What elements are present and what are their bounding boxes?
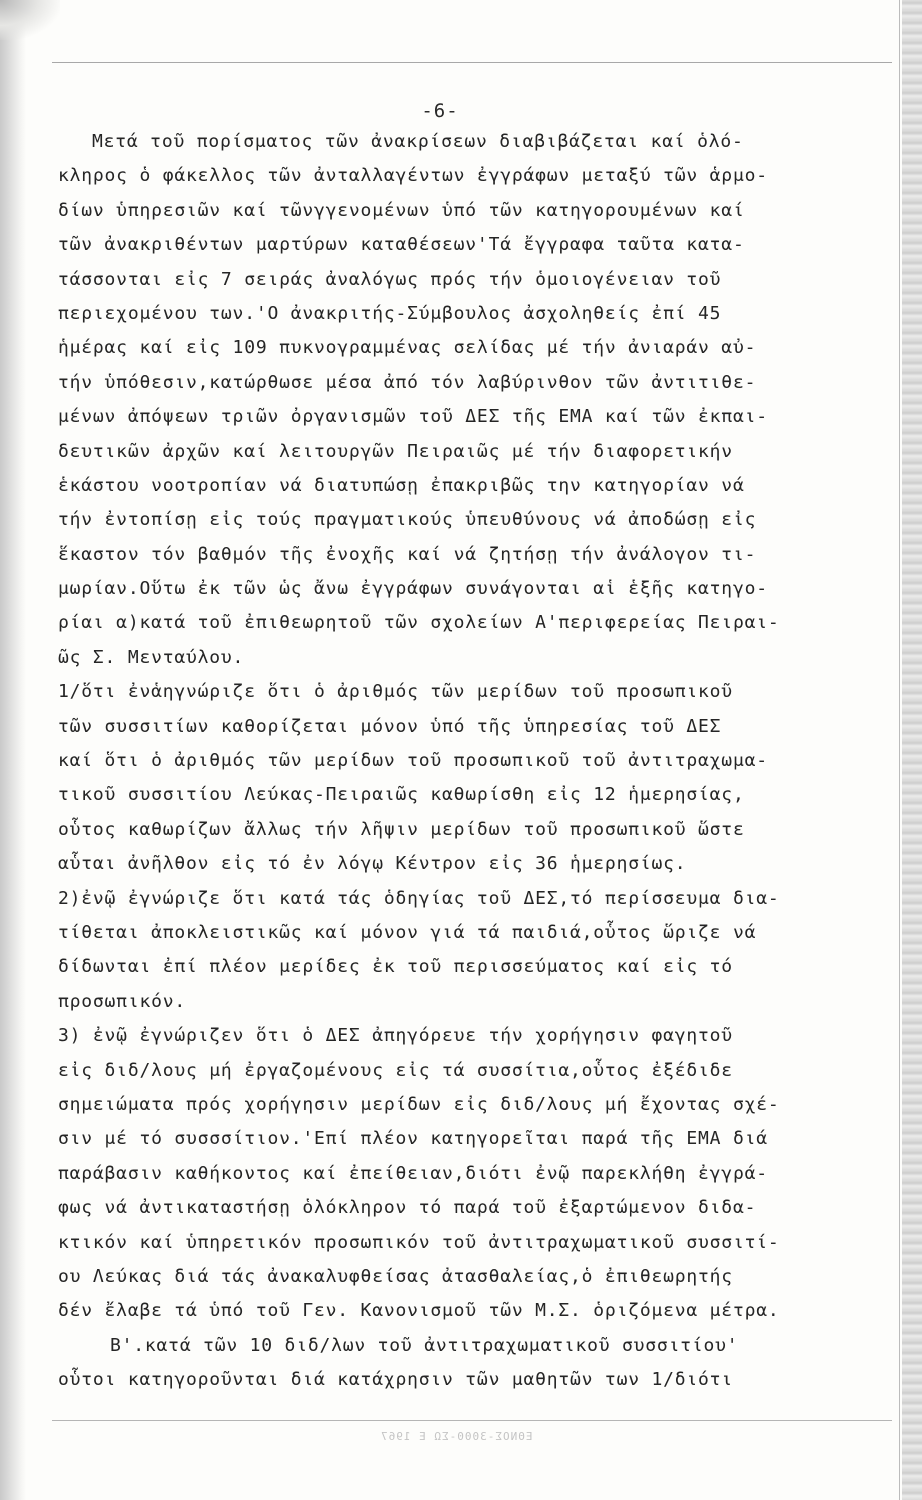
text-line: σιν μέ τό συσσσίτιον.'Επί πλέον κατηγορεῖται παρά τῆς ΕΜΑ διά [58,1128,768,1150]
text-line: Μετά τοῦ πορίσματος τῶν ἀνακρίσεων διαβιβάζεται καί ὁλό- [92,131,744,152]
text-line: δέν ἔλαβε τά ὑπό τοῦ Γεν. Κανονισμοῦ τῶν Μ.Σ. ὁριζόμενα μέτρα. [58,1300,780,1322]
text-line: 2)ἐνῷ ἐγνώριζε ὅτι κατά τάς ὁδηγίας τοῦ ΔΕΣ,τό περίσσευμα δια- [58,887,780,909]
text-line: παράβασιν καθήκοντος καί ἐπείθειαν,διότι ἐνῷ παρεκλήθη ἐγγρά- [58,1162,768,1184]
text-line: σημειώματα πρός χορήγησιν μερίδων εἰς διδ/λους μή ἔχοντας σχέ- [58,1093,780,1115]
scan-right-edge [902,0,922,1500]
text-line: καί ὅτι ὁ ἀριθμός τῶν μερίδων τοῦ προσωπικοῦ τοῦ ἀντιτραχωμα- [58,750,768,772]
scan-corner-shadow [0,0,60,40]
text-line: 3) ἐνῷ ἐγνώριζεν ὅτι ὁ ΔΕΣ ἀπηγόρευε τήν χορήγησιν φαγητοῦ [58,1025,733,1047]
text-line: Β'.κατά τῶν 10 διδ/λων τοῦ ἀντιτραχωματικοῦ συσσιτίου' [110,1334,739,1356]
footer-stamp-mirrored: ΕΘΝΟΣ-3000-ΣΩ Ε 1967 [380,1430,533,1443]
text-line: αὗται ἀνῆλθον εἰς τό ἐν λόγῳ Κέντρον εἰς 36 ἡμερησίως. [58,853,687,875]
bottom-rule [52,1420,892,1421]
text-line: δευτικῶν ἀρχῶν καί λειτουργῶν Πειραιῶς μέ τήν διαφορετικήν [58,440,733,462]
text-line: προσωπικόν. [58,990,187,1012]
document-body [58,125,898,1397]
text-line: ῶς Σ. Μενταύλου. [58,646,245,668]
text-line: περιεχομένου των.'Ο ἀνακριτής-Σύμβουλος ἀσχοληθείς ἐπί 45 [58,302,722,324]
text-line: τίθεται ἀποκλειστικῶς καί μόνον γιά τά παιδιά,οὗτος ὥριζε νά [58,921,757,943]
scan-left-shadow [0,0,26,1500]
text-line: τῶν ἀνακριθέντων μαρτύρων καταθέσεων'Τά ἔγγραφα ταῦτα κατα- [58,234,745,256]
scan-right-edge-line [899,0,900,1500]
text-line: τικοῦ συσσιτίου Λεύκας-Πειραιῶς καθωρίσθη εἰς 12 ἡμερησίας, [58,784,745,806]
text-line: δίδωνται ἐπί πλέον μερίδες ἐκ τοῦ περισσεύματος καί εἰς τό [58,956,733,978]
text-line: τήν ἐντοπίσῃ εἰς τούς πραγματικούς ὑπευθύνους νά ἀποδώσῃ εἰς [58,509,757,531]
text-line: φως νά ἀντικαταστήσῃ ὁλόκληρον τό παρά τοῦ ἐξαρτώμενον διδα- [58,1197,757,1219]
text-line: τῶν συσσιτίων καθορίζεται μόνον ὑπό τῆς ὑπηρεσίας τοῦ ΔΕΣ [58,715,722,737]
text-line: τήν ὑπόθεσιν,κατώρθωσε μέσα ἀπό τόν λαβύρινθον τῶν ἀντιτιθε- [58,371,757,393]
text-line: δίων ὑπηρεσιῶν καί τῶνγγενομένων ὑπό τῶν κατηγορουμένων καί [58,199,745,221]
top-rule [52,62,892,63]
text-line: ἡμέρας καί εἰς 109 πυκνογραμμένας σελίδας μέ τήν ἀνιαράν αὐ- [58,337,757,359]
text-line: ρίαι α)κατά τοῦ ἐπιθεωρητοῦ τῶν σχολείων Α'περιφερείας Πειραι- [58,612,780,634]
text-line: ου Λεύκας διά τάς ἀνακαλυφθείσας ἀτασθαλείας,ὁ ἐπιθεωρητής [58,1265,733,1287]
text-line: μωρίαν.Οὕτω ἐκ τῶν ὡς ἄνω ἐγγράφων συνάγονται αἱ ἑξῆς κατηγο- [58,578,768,600]
text-line: ἑκάστου νοοτροπίαν νά διατυπώσῃ ἐπακριβῶς την κατηγορίαν νά [58,474,745,496]
text-line: 1/ὅτι ἐνἁηγνώριζε ὅτι ὁ ἀριθμός τῶν μερίδων τοῦ προσωπικοῦ [58,681,733,703]
text-line: μένων ἀπόψεων τριῶν ὀργανισμῶν τοῦ ΔΕΣ τῆς ΕΜΑ καί τῶν ἐκπαι- [58,406,768,428]
text-line: εἰς διδ/λους μή ἐργαζομένους εἰς τά συσσίτια,οὗτος ἐξέδιδε [58,1059,733,1081]
text-line: κληρος ὁ φάκελλος τῶν ἀνταλλαγέντων ἐγγράφων μεταξύ τῶν ἁρμο- [58,165,768,187]
text-line: κτικόν καί ὑπηρετικόν προσωπικόν τοῦ ἀντιτραχωματικοῦ συσσιτί- [58,1231,780,1253]
text-line: οὗτοι κατηγοροῦνται διά κατάχρησιν τῶν μαθητῶν των 1/διότι [58,1369,733,1391]
text-line: οὗτος καθωρίζων ἄλλως τήν λῆψιν μερίδων τοῦ προσωπικοῦ ὥστε [58,818,745,840]
page-number: -6- [421,100,459,122]
text-line: ἕκαστον τόν βαθμόν τῆς ἐνοχῆς καί νά ζητήσῃ τήν ἀνάλογον τι- [58,543,757,565]
text-line: τάσσονται εἰς 7 σειράς ἀναλόγως πρός τήν ὁμοιογένειαν τοῦ [58,268,722,290]
